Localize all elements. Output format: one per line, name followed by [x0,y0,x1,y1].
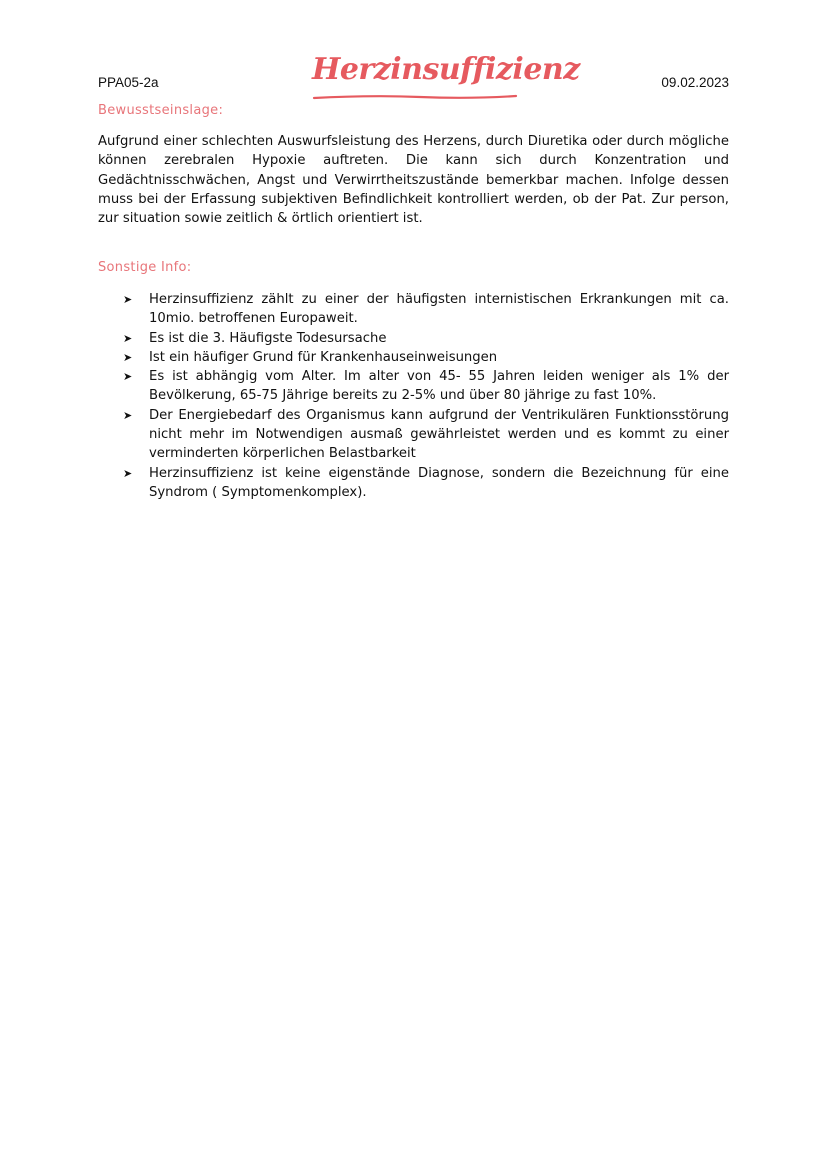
section-heading-sonstige-info: Sonstige Info: [98,260,192,275]
title-underline [310,92,520,102]
arrowhead-bullet-icon: ➤ [123,331,133,345]
page-title [310,50,580,102]
list-item [120,367,729,406]
arrowhead-bullet-icon: ➤ [123,408,133,422]
list-item-text: Herzinsuffizienz zählt zu einer der häufigsten internistischen Erkrankungen mit ca. 10mio. betroffenen Europaweit. [149,292,729,327]
document-date: 09.02.2023 [661,75,729,90]
list-item [120,406,729,464]
section-paragraph-bewusstseinslage: Aufgrund einer schlechten Auswurfsleistung des Herzens, durch Diuretika oder durch mögliche können zerebralen Hypoxie auftreten. Die kann sich durch Konzentration und Gedächtnisschwächen, Angst und Verwirrtheitszustände bemerkbar machen. Infolge dessen muss bei der Erfassung subjektiven Befindlichkeit kontrolliert werden, ob der Pat. Zur person, zur situation sowie zeitlich & örtlich orientiert ist. [98,134,729,227]
arrowhead-bullet-icon: ➤ [123,466,133,480]
arrowhead-bullet-icon: ➤ [123,350,133,364]
list-item-text: Es ist abhängig vom Alter. Im alter von 45- 55 Jahren leiden weniger als 1% der Bevölkerung, 65-75 Jährige bereits zu 2-5% und über 80 jährige zu fast 10%. [149,369,729,404]
arrowhead-bullet-icon: ➤ [123,370,133,384]
section-heading-bewusstseinslage: Bewusstseinslage: [98,103,224,118]
list-item [120,329,729,348]
arrowhead-bullet-icon: ➤ [123,293,133,306]
list-item-text: Es ist die 3. Häufigste Todesursache [149,330,387,346]
title-text: Herzinsuffizienz [312,52,580,87]
list-item [120,464,729,503]
list-item [120,290,729,329]
list-item-text: Herzinsuffizienz ist keine eigenstände Diagnose, sondern die Bezeichnung für eine Syndrom ( Symptomenkomplex). [149,465,729,500]
list-item-text: Ist ein häufiger Grund für Krankenhauseinweisungen [149,349,498,365]
document-code: PPA05-2a [98,75,159,90]
info-bullet-list [120,290,729,502]
list-item-text: Der Energiebedarf des Organismus kann aufgrund der Ventrikulären Funktionsstörung nicht mehr im Notwendigen ausmaß gewährleistet werden und es kommt zu einer verminderten körperlichen Belastbarkeit [149,407,729,462]
list-item [120,348,729,367]
